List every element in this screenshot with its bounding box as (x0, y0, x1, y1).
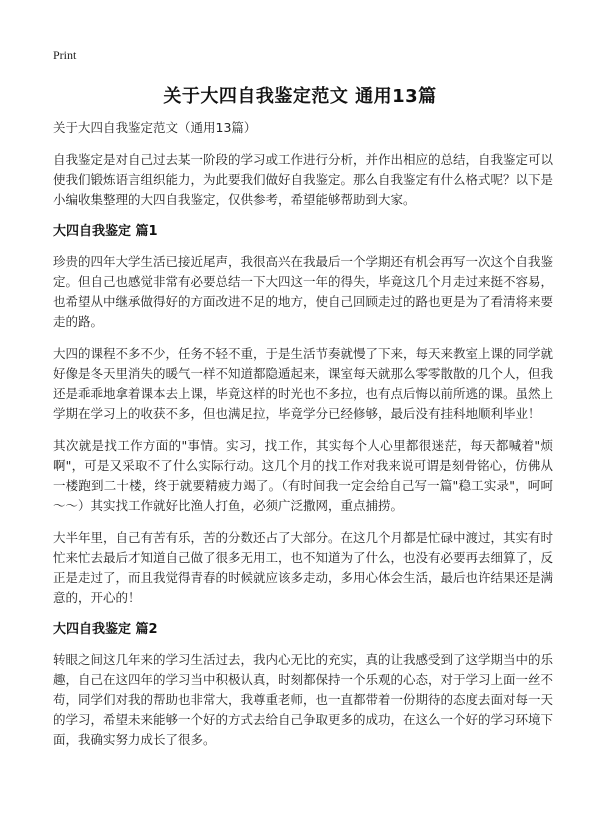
section-1 (53, 222, 553, 608)
section-2 (53, 620, 553, 750)
document-body (53, 118, 553, 762)
print-label: Print (53, 48, 77, 62)
section-heading: 大四自我鉴定 篇1 (53, 224, 158, 239)
section-heading: 大四自我鉴定 篇2 (53, 622, 158, 637)
document-subtitle: 关于大四自我鉴定范文（通用13篇） (53, 120, 257, 135)
section-paragraph: 大四的课程不多不少，任务不轻不重，于是生活节奏就慢了下来，每天来教室上课的同学就好像是冬天里消失的暖气一样不知道都隐遁起来，课室每天就那么零零散散的几个人，但我还是乖乖地拿着课本去上课，毕竟这样的时光也不多拉，也有点后悔以前所逃的课。虽然上学期在学习上的收获不多，但也满足拉，毕竟学分已经修够，最后没有挂科地顺利毕业！ (53, 346, 554, 421)
document-title: 关于大四自我鉴定范文 通用13篇 (163, 86, 437, 107)
intro-paragraph: 自我鉴定是对自己过去某一阶段的学习或工作进行分析，并作出相应的总结，自我鉴定可以使我们锻炼语言组织能力，为此要我们做好自我鉴定。那么自我鉴定有什么格式呢？以下是小编收集整理的大四自我鉴定，仅供参考，希望能够帮助到大家。 (53, 152, 554, 207)
section-paragraph: 转眼之间这几年来的学习生活过去，我内心无比的充实，真的让我感受到了这学期当中的乐趣，自己在这四年的学习当中积极认真，时刻都保持一个乐观的心态，对于学习上面一丝不苟，同学们对我的帮助也非常大，我尊重老师，也一直都带着一份期待的态度去面对每一天的学习，希望未来能够一个好的方式去给自己争取更多的成功，在这么一个好的学习环境下面，我确实努力成长了很多。 (53, 652, 554, 747)
section-paragraph: 珍贵的四年大学生活已接近尾声，我很高兴在我最后一个学期还有机会再写一次这个自我鉴定。但自己也感觉非常有必要总结一下大四这一年的得失，毕竟这几个月走过来挺不容易，也希望从中继承做得好的方面改进不足的地方，使自己回顾走过的路也更是为了看清将来要走的路。 (53, 254, 554, 329)
section-paragraph: 大半年里，自己有苦有乐，苦的分数还占了大部分。在这几个月都是忙碌中渡过，其实有时忙来忙去最后才知道自己做了很多无用工，也不知道为了什么，也没有必要再去细算了，反正是走过了，而且我觉得青春的时候就应该多走动，多用心体会生活，最后也许结果还是满意的，开心的！ (53, 530, 554, 605)
section-paragraph: 其次就是找工作方面的"事情。实习，找工作，其实每个人心里都很迷茫，每天都喊着"烦啊"，可是又采取不了什么实际行动。这几个月的找工作对我来说可谓是刻骨铭心，仿佛从一楼跑到二十楼，终于就要精疲力竭了。（有时间我一定会给自己写一篇"稳工实录"，呵呵～～）其实找工作就好比渔人打鱼，必须广泛撒网，重点捕捞。 (53, 438, 553, 513)
